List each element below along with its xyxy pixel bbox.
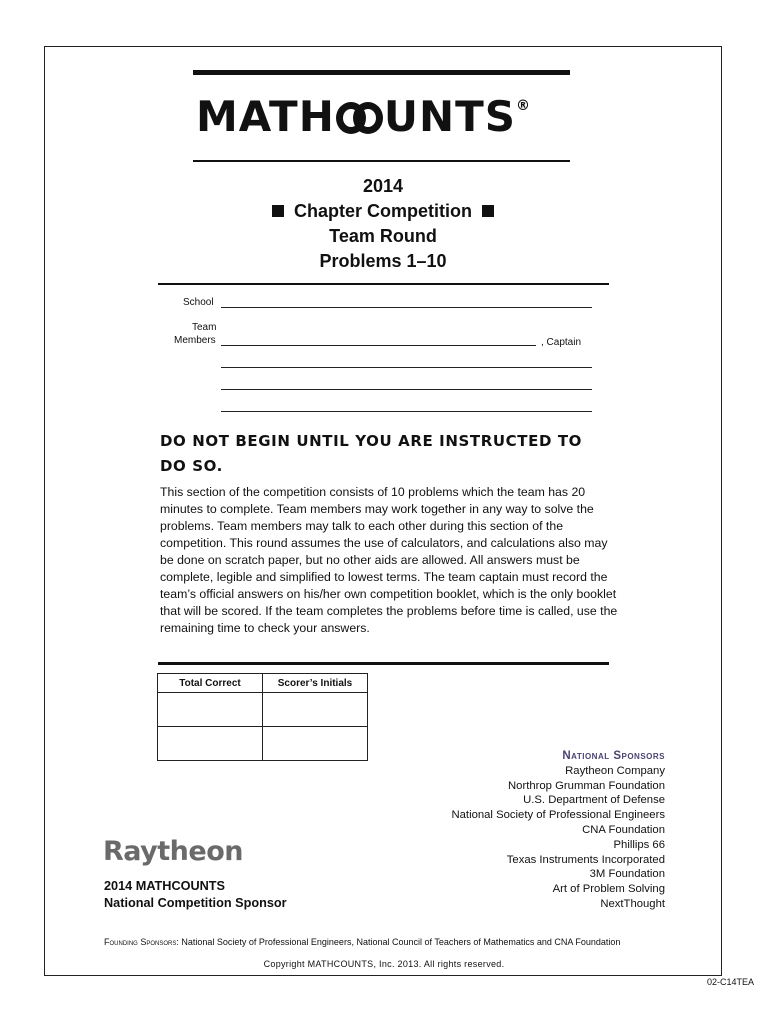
total-correct-header: Total Correct — [158, 674, 263, 693]
sponsor-item: Raytheon Company — [565, 764, 665, 777]
scorers-initials-cell[interactable] — [263, 727, 368, 761]
captain-label: , Captain — [541, 337, 582, 348]
national-sponsors-list — [451, 749, 665, 912]
total-correct-cell[interactable] — [158, 693, 263, 727]
title-round: Team Round — [329, 226, 437, 246]
team-label: Team — [192, 322, 217, 333]
instructions-rule — [158, 662, 609, 665]
total-correct-cell[interactable] — [158, 727, 263, 761]
sponsor-item: National Society of Professional Engineers — [451, 809, 665, 822]
founding-sponsors-label: Founding Sponsors: — [104, 937, 179, 947]
raytheon-logo: Raytheon — [103, 836, 243, 867]
member-field[interactable] — [221, 389, 592, 390]
title-competition: Chapter Competition — [250, 199, 516, 224]
mathcounts-logo: MATH UNTS® — [196, 92, 530, 141]
sponsor-item: 3M Foundation — [589, 868, 665, 881]
do-not-begin-warning: DO NOT BEGIN UNTIL YOU ARE INSTRUCTED TO DO SO. — [160, 432, 583, 475]
member-field[interactable] — [221, 367, 592, 368]
sponsor-item: Art of Problem Solving — [552, 883, 665, 896]
founding-sponsors: Founding Sponsors: National Society of Professional Engineers, National Council of Teachers of Mathematics and CNA Foundation — [104, 937, 621, 947]
document-code: 02-C14TEA — [706, 977, 754, 987]
table-row — [158, 693, 368, 727]
sponsor-item: Phillips 66 — [613, 838, 665, 851]
captain-field[interactable] — [221, 345, 536, 346]
logo-ring-icon — [353, 102, 383, 134]
sponsor-item: CNA Foundation — [582, 823, 665, 836]
scorers-initials-header: Scorer’s Initials — [263, 674, 368, 693]
square-bullet-icon — [272, 205, 284, 217]
sponsor-item: Texas Instruments Incorporated — [506, 853, 665, 866]
score-table — [157, 673, 368, 761]
sponsor-item: Northrop Grumman Foundation — [508, 779, 665, 792]
instructions-paragraph: This section of the competition consists of 10 problems which the team has 20 minutes to complete. Team members may work together in any way to solve the problems. Team members may talk to each other during this section of the competition. This round assumes the use of calculators, and calculations also may be done on scratch paper, but no other aids are allowed. All answers must be complete, legible and simplified to lowest terms. The team captain must record the team’s official answers on his/her own competition booklet, which is the only booklet that will be scored. If the team completes the problems before time is called, use the remaining time to check your answers. — [160, 485, 618, 635]
title-problems: Problems 1–10 — [319, 251, 447, 271]
title-year: 2014 — [362, 176, 404, 196]
school-field[interactable] — [221, 307, 592, 308]
scorers-initials-cell[interactable] — [263, 693, 368, 727]
national-sponsors-heading: National Sponsors — [562, 750, 665, 762]
page-title — [250, 174, 516, 274]
school-label: School — [183, 297, 214, 308]
sponsor-item: NextThought — [600, 897, 665, 910]
national-competition-sponsor: 2014 MATHCOUNTS National Competition Sponsor — [104, 879, 287, 910]
square-bullet-icon — [482, 205, 494, 217]
copyright: Copyright MATHCOUNTS, Inc. 2013. All rights reserved. — [263, 959, 505, 969]
member-field[interactable] — [221, 411, 592, 412]
heading-rule — [158, 283, 609, 285]
logo-bottom-rule — [193, 160, 570, 162]
table-row — [158, 727, 368, 761]
logo-top-rule — [193, 70, 570, 75]
sponsor-item: U.S. Department of Defense — [523, 794, 665, 807]
members-label: Members — [174, 335, 216, 346]
